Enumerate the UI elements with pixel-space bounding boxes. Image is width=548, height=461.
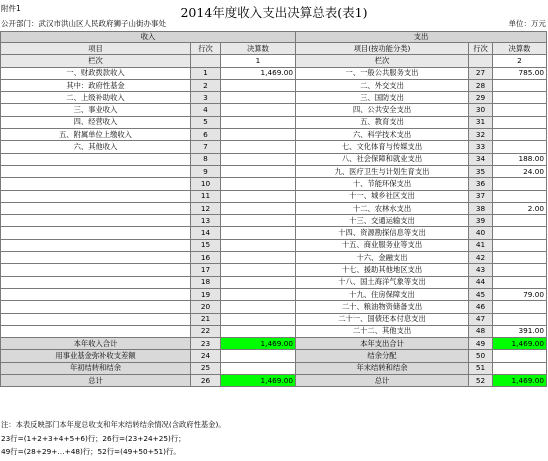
expense-item: 五、教育支出 [296, 116, 469, 128]
income-line-no: 10 [191, 178, 221, 190]
budget-table [0, 31, 547, 387]
table-row [1, 104, 547, 116]
expense-section-header: 支出 [296, 32, 547, 43]
income-line-no: 4 [191, 104, 221, 116]
expense-item: 四、公共安全支出 [296, 104, 469, 116]
expense-amount [493, 141, 547, 153]
table-row [1, 92, 547, 104]
page-title: 2014年度收入支出决算总表(表1) [180, 5, 368, 20]
expense-line-no: 48 [469, 325, 493, 337]
expense-item: 八、社会保障和就业支出 [296, 153, 469, 165]
index-right-blank [469, 55, 493, 67]
expense-line-no: 47 [469, 313, 493, 325]
table-row [1, 313, 547, 325]
income-amount [221, 252, 296, 264]
income-total-amount [221, 362, 296, 374]
expense-amount: 2.00 [493, 202, 547, 214]
expense-item: 七、文化体育与传媒支出 [296, 141, 469, 153]
income-line-no: 7 [191, 141, 221, 153]
expense-total-amount: 1,469.00 [493, 338, 547, 350]
expense-item: 三、国防支出 [296, 92, 469, 104]
income-total-item: 总计 [1, 375, 191, 387]
income-amount [221, 79, 296, 91]
expense-item: 十七、援助其他地区支出 [296, 264, 469, 276]
index-left-col: 1 [221, 55, 296, 67]
income-item [1, 165, 191, 177]
expense-total-amount [493, 350, 547, 362]
income-item [1, 301, 191, 313]
expense-amount: 24.00 [493, 165, 547, 177]
expense-item: 二、外交支出 [296, 79, 469, 91]
table-row [1, 252, 547, 264]
income-item [1, 264, 191, 276]
expense-amount: 188.00 [493, 153, 547, 165]
expense-total-item: 总计 [296, 375, 469, 387]
expense-line-no: 31 [469, 116, 493, 128]
expense-line-no: 37 [469, 190, 493, 202]
index-left-blank [191, 55, 221, 67]
expense-line-no: 34 [469, 153, 493, 165]
col-header-line: 行次 [191, 43, 221, 55]
expense-line-no: 42 [469, 252, 493, 264]
expense-item: 六、科学技术支出 [296, 129, 469, 141]
expense-item: 十三、交通运输支出 [296, 215, 469, 227]
table-row [1, 67, 547, 79]
income-item [1, 202, 191, 214]
expense-amount [493, 215, 547, 227]
expense-amount [493, 264, 547, 276]
expense-amount [493, 276, 547, 288]
total-row [1, 375, 547, 387]
income-line-no: 3 [191, 92, 221, 104]
income-amount [221, 116, 296, 128]
income-item [1, 288, 191, 300]
expense-item: 十八、国土海洋气象等支出 [296, 276, 469, 288]
expense-item: 九、医疗卫生与计划生育支出 [296, 165, 469, 177]
income-item [1, 239, 191, 251]
table-row [1, 79, 547, 91]
income-item: 二、上级补助收入 [1, 92, 191, 104]
expense-amount [493, 227, 547, 239]
unit-label: 单位：万元 [508, 19, 546, 28]
attachment-label: 附件1 [1, 4, 21, 13]
total-row [1, 338, 547, 350]
income-line-no: 17 [191, 264, 221, 276]
expense-line-no: 36 [469, 178, 493, 190]
expense-amount [493, 116, 547, 128]
income-line-no: 8 [191, 153, 221, 165]
expense-amount [493, 239, 547, 251]
income-line-no: 20 [191, 301, 221, 313]
expense-line-no: 38 [469, 202, 493, 214]
income-item: 四、经营收入 [1, 116, 191, 128]
table-row [1, 301, 547, 313]
table-row [1, 190, 547, 202]
income-total-amount [221, 350, 296, 362]
section-row [1, 32, 547, 43]
income-line-no: 21 [191, 313, 221, 325]
income-amount [221, 153, 296, 165]
expense-amount [493, 301, 547, 313]
income-amount [221, 178, 296, 190]
table-row [1, 288, 547, 300]
column-header-row [1, 43, 547, 55]
expense-amount [493, 178, 547, 190]
col-header-item-func: 项目(按功能分类) [296, 43, 469, 55]
expense-line-no: 43 [469, 264, 493, 276]
income-line-no: 16 [191, 252, 221, 264]
total-row [1, 350, 547, 362]
table-row [1, 227, 547, 239]
income-line-no: 11 [191, 190, 221, 202]
expense-item: 十五、商业服务业等支出 [296, 239, 469, 251]
income-amount [221, 190, 296, 202]
income-item [1, 215, 191, 227]
income-amount [221, 264, 296, 276]
expense-total-line-no: 52 [469, 375, 493, 387]
income-line-no: 1 [191, 67, 221, 79]
table-row [1, 165, 547, 177]
expense-item: 二十、粮油物资储备支出 [296, 301, 469, 313]
expense-item: 十二、农林水支出 [296, 202, 469, 214]
table-row [1, 202, 547, 214]
expense-total-line-no: 49 [469, 338, 493, 350]
income-item [1, 252, 191, 264]
income-total-line-no: 25 [191, 362, 221, 374]
notes-block [1, 418, 226, 459]
income-amount [221, 104, 296, 116]
income-amount [221, 301, 296, 313]
expense-amount [493, 104, 547, 116]
expense-amount: 79.00 [493, 288, 547, 300]
income-item: 六、其他收入 [1, 141, 191, 153]
income-total-line-no: 24 [191, 350, 221, 362]
table-row [1, 116, 547, 128]
expense-total-line-no: 50 [469, 350, 493, 362]
income-item [1, 178, 191, 190]
income-item [1, 325, 191, 337]
income-amount [221, 202, 296, 214]
table-row [1, 129, 547, 141]
income-amount [221, 165, 296, 177]
expense-total-line-no: 51 [469, 362, 493, 374]
income-total-item: 本年收入合计 [1, 338, 191, 350]
table-row [1, 153, 547, 165]
income-item: 五、附属单位上缴收入 [1, 129, 191, 141]
expense-line-no: 45 [469, 288, 493, 300]
income-amount [221, 227, 296, 239]
income-line-no: 6 [191, 129, 221, 141]
expense-item: 一、一般公共服务支出 [296, 67, 469, 79]
expense-total-amount: 1,469.00 [493, 375, 547, 387]
expense-line-no: 33 [469, 141, 493, 153]
note-line: 49行=(28+29+…+48)行；52行=(49+50+51)行。 [1, 447, 181, 457]
expense-line-no: 41 [469, 239, 493, 251]
table-row [1, 178, 547, 190]
income-line-no: 5 [191, 116, 221, 128]
expense-line-no: 40 [469, 227, 493, 239]
income-amount [221, 129, 296, 141]
col-header-line2: 行次 [469, 43, 493, 55]
col-header-item: 项目 [1, 43, 191, 55]
income-amount [221, 239, 296, 251]
expense-amount [493, 79, 547, 91]
income-total-amount: 1,469.00 [221, 375, 296, 387]
expense-amount [493, 313, 547, 325]
income-amount [221, 215, 296, 227]
expense-item: 二十二、其他支出 [296, 325, 469, 337]
index-right-label: 栏次 [296, 55, 469, 67]
income-item [1, 313, 191, 325]
income-line-no: 14 [191, 227, 221, 239]
income-line-no: 22 [191, 325, 221, 337]
income-line-no: 19 [191, 288, 221, 300]
expense-line-no: 28 [469, 79, 493, 91]
expense-amount: 785.00 [493, 67, 547, 79]
income-total-line-no: 23 [191, 338, 221, 350]
expense-total-item: 本年支出合计 [296, 338, 469, 350]
expense-line-no: 46 [469, 301, 493, 313]
table-row [1, 325, 547, 337]
expense-total-item: 年末结转和结余 [296, 362, 469, 374]
income-total-item: 用事业基金弥补收支差额 [1, 350, 191, 362]
expense-item: 十四、资源勘探信息等支出 [296, 227, 469, 239]
expense-line-no: 35 [469, 165, 493, 177]
income-item: 其中：政府性基金 [1, 79, 191, 91]
index-row [1, 55, 547, 67]
expense-line-no: 32 [469, 129, 493, 141]
expense-item: 十一、城乡社区支出 [296, 190, 469, 202]
table-row [1, 215, 547, 227]
expense-line-no: 30 [469, 104, 493, 116]
income-amount: 1,469.00 [221, 67, 296, 79]
income-line-no: 18 [191, 276, 221, 288]
income-line-no: 12 [191, 202, 221, 214]
income-line-no: 9 [191, 165, 221, 177]
note-line: 注：本表反映部门本年度总收支和年末结转结余情况(含政府性基金)。 [1, 420, 226, 429]
expense-amount [493, 92, 547, 104]
expense-amount: 391.00 [493, 325, 547, 337]
department-label: 公开部门：武汉市洪山区人民政府狮子山街办事处 [1, 19, 166, 28]
income-line-no: 2 [191, 79, 221, 91]
expense-item: 十、节能环保支出 [296, 178, 469, 190]
income-amount [221, 288, 296, 300]
expense-item: 十九、住房保障支出 [296, 288, 469, 300]
expense-amount [493, 190, 547, 202]
expense-line-no: 44 [469, 276, 493, 288]
income-total-line-no: 26 [191, 375, 221, 387]
col-header-amount: 决算数 [221, 43, 296, 55]
income-amount [221, 325, 296, 337]
income-amount [221, 141, 296, 153]
expense-line-no: 27 [469, 67, 493, 79]
income-item [1, 227, 191, 239]
expense-amount [493, 252, 547, 264]
col-header-amount2: 决算数 [493, 43, 547, 55]
income-item: 三、事业收入 [1, 104, 191, 116]
income-line-no: 13 [191, 215, 221, 227]
table-row [1, 264, 547, 276]
expense-total-item: 结余分配 [296, 350, 469, 362]
expense-amount [493, 129, 547, 141]
income-item [1, 190, 191, 202]
expense-line-no: 39 [469, 215, 493, 227]
income-amount [221, 92, 296, 104]
table-row [1, 141, 547, 153]
table-row [1, 239, 547, 251]
income-amount [221, 313, 296, 325]
income-section-header: 收入 [1, 32, 296, 43]
expense-total-amount [493, 362, 547, 374]
table-row [1, 276, 547, 288]
expense-line-no: 29 [469, 92, 493, 104]
income-total-item: 年初结转和结余 [1, 362, 191, 374]
income-amount [221, 276, 296, 288]
total-row [1, 362, 547, 374]
expense-item: 二十一、国债还本付息支出 [296, 313, 469, 325]
index-right-col: 2 [493, 55, 547, 67]
note-line: 23行=(1+2+3+4+5+6)行；26行=(23+24+25)行； [1, 433, 186, 443]
income-line-no: 15 [191, 239, 221, 251]
income-item: 一、财政拨款收入 [1, 67, 191, 79]
index-left-label: 栏次 [1, 55, 191, 67]
income-total-amount: 1,469.00 [221, 338, 296, 350]
expense-item: 十六、金融支出 [296, 252, 469, 264]
income-item [1, 153, 191, 165]
income-item [1, 276, 191, 288]
